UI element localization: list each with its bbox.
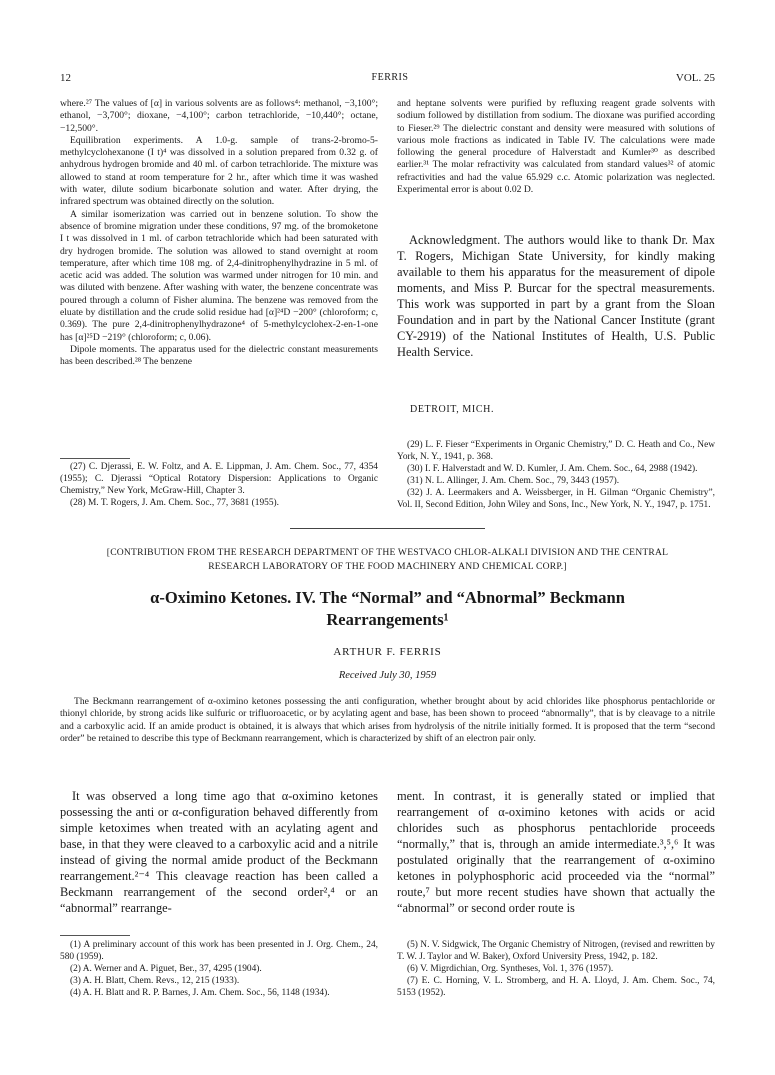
acknowledgment (397, 232, 715, 360)
body-right-footnotes (397, 940, 715, 1000)
footnote: (31) N. L. Allinger, J. Am. Chem. Soc., 79, 3443 (1957). (407, 475, 620, 486)
page-number: 12 (60, 72, 71, 84)
footnote: (28) M. T. Rogers, J. Am. Chem. Soc., 77, 3681 (1955). (70, 497, 280, 508)
paragraph: Dipole moments. The apparatus used for the dielectric constant measurements has been described.²⁸ The benzene (60, 343, 378, 368)
footnote: (1) A preliminary account of this work has been presented in J. Org. Chem., 24, 580 (1959). (60, 940, 378, 962)
footnote: (27) C. Djerassi, E. W. Foltz, and A. E. Lippman, J. Am. Chem. Soc., 77, 4354 (1955); C. Djerassi “Optical Rotatory Dispersion: Applications to Organic Chemistry,” New York, McGraw-Hill, Chapter 3. (60, 462, 378, 496)
title-line: Rearrangements¹ (326, 610, 449, 629)
footnote: (4) A. H. Blatt and R. P. Barnes, J. Am. Chem. Soc., 56, 1148 (1934). (70, 987, 330, 998)
top-left-column (60, 98, 378, 369)
abstract: The Beckmann rearrangement of α-oximino ketones possessing the anti configuration, whether brought about by acid chlorides like phosphorus pentachloride or thionyl chloride, by strong acids like sulfuric or trifluoroacetic, or by acylating agent and base, has been shown to proceed “abnormally”, that is by cleavage to a nitrile and a carboxylic acid. If an amide product is obtained, it is always that which arises from hydrolysis of the nitrile initially formed. It is proposed that the term “second order” be retained to describe this type of Beckmann rearrangement, which is characterized by shift of an electron pair only. (60, 696, 715, 744)
author-name: ARTHUR F. FERRIS (333, 646, 442, 658)
body-left-footnotes (60, 940, 378, 1000)
contribution-note (60, 546, 715, 574)
paragraph: A similar isomerization was carried out in benzene solution. To show the absence of bromine migration under these conditions, 97 mg. of the bromoketone I t was dissolved in 1 ml. of carbon tetrachloride which had been saturated with dry hydrogen bromide. The solution was allowed to stand overnight at room temperature, after which time 108 mg. of 2,4-dinitrophenylhydrazine in 5 ml. of acetic acid was added. The solution was warmed under nitrogen for 10 min. and was diluted with benzene. After washing with water, the benzene concentrate was poured through a column of Fisher alumina. The benzene was removed from the eluate by distillation and the crude solid residue had [α]²⁴D −200° (chloroform; c, 0.369). The pure 2,4-dinitrophenylhydrazone⁴ of 5-methylcyclohex-2-en-1-one has [α]²⁵D −219° (chloroform; c, 0.06). (60, 208, 378, 343)
footnote: (29) L. F. Fieser “Experiments in Organic Chemistry,” D. C. Heath and Co., New York, N. Y., 1941, p. 368. (397, 440, 715, 462)
paragraph: where.²⁷ The values of [α] in various solvents are as follows⁴: methanol, −3,100°; ethanol, −3,700°; dioxane, −4,100°; carbon tetrachloride, −10,440°; octane, −12,500°. (60, 98, 378, 134)
top-right-column (397, 98, 715, 196)
body-left-column (60, 788, 378, 916)
footnote: (2) A. Werner and A. Piguet, Ber., 37, 4295 (1904). (70, 963, 262, 974)
footnote: (30) I. F. Halverstadt and W. D. Kumler, J. Am. Chem. Soc., 64, 2988 (1942). (407, 463, 698, 474)
acknowledgment-text: Acknowledgment. The authors would like to thank Dr. Max T. Rogers, Michigan State University, for kindly making available to them his apparatus for the measurement of dipole moments, and Miss P. Burcar for the spectral measurements. This work was supported in part by a grant from the Sloan Foundation and in part by the National Cancer Institute (grant CY-2919) of the National Institutes of Health, U.S. Public Health Service. (397, 233, 715, 359)
location-line: DETROIT, MICH. (410, 404, 495, 415)
received-date: Received July 30, 1959 (338, 670, 437, 681)
footnote: (7) E. C. Horning, V. L. Stromberg, and H. A. Lloyd, J. Am. Chem. Soc., 74, 5153 (1952). (397, 975, 715, 998)
footnote: (6) V. Migrdichian, Org. Syntheses, Vol. 1, 376 (1957). (407, 963, 614, 974)
body-right-column (397, 788, 715, 916)
footnote-rule (60, 458, 130, 459)
body-text: ment. In contrast, it is generally stated or implied that rearrangement of α-oximino ketones with acids or acid chlorides such as phosphorus pentachloride proceeds “normally,” that is, through an amide intermediate.³,⁵,⁶ It was postulated originally that the rearrangement of α-oximino ketones in polyphosphoric acid proceeded via the “normal” route,⁷ but more recent studies have shown that actually the “abnormal” or second order route is (397, 789, 715, 915)
footnote: (32) J. A. Leermakers and A. Weissberger, in H. Gilman “Organic Chemistry”, Vol. II, Second Edition, John Wiley and Sons, Inc., New York, N. Y., 1947, p. 1751. (397, 487, 715, 510)
volume-label: VOL. 25 (675, 72, 715, 84)
running-title: FERRIS (371, 72, 409, 83)
paragraph: and heptane solvents were purified by refluxing reagent grade solvents with sodium followed by distillation from sodium. The dioxane was purified according to Fieser.²⁹ The dielectric constant and density were measured with solutions of various mole fractions as indicated in Table IV. The calculations were made following the general procedure of Halverstadt and Kumler³⁰ as described earlier.³¹ The molar refractivity was calculated from standard values³² of atomic refractivities and had the value 65.929 c.c. Atomic polarization was neglected. Experimental error is about 0.02 D. (397, 98, 715, 196)
top-left-footnotes (60, 462, 378, 510)
contribution-line: [CONTRIBUTION FROM THE RESEARCH DEPARTMENT OF THE WESTVACO CHLOR-ALKALI DIVISION AND THE CENTRAL (106, 547, 669, 558)
article-title (60, 587, 715, 631)
footnote: (3) A. H. Blatt, Chem. Revs., 12, 215 (1933). (70, 975, 240, 986)
contribution-line: RESEARCH LABORATORY OF THE FOOD MACHINERY AND CHEMICAL CORP.] (208, 561, 567, 572)
top-right-footnotes (397, 440, 715, 511)
paragraph: Equilibration experiments. A 1.0-g. sample of trans-2-bromo-5-methylcyclohexanone (I t)⁴ was dissolved in a solution prepared from 0.32 g. of anhydrous hydrogen bromide and 40 ml. of carbon tetrachloride. The mixture was allowed to stand at room temperature for 2 hr., after which time it was washed with water, dilute sodium bicarbonate solution and water. After drying, the infrared spectrum was obtained directly on the solution. (60, 134, 378, 208)
title-line: α-Oximino Ketones. IV. The “Normal” and “Abnormal” Beckmann (150, 588, 625, 607)
section-separator (290, 528, 485, 529)
footnote: (5) N. V. Sidgwick, The Organic Chemistry of Nitrogen, (revised and rewritten by T. W. J. Taylor and W. Baker), Oxford University Press, 1942, p. 182. (397, 940, 715, 962)
body-text: It was observed a long time ago that α-oximino ketones possessing the anti or α-configuration behaved differently from simple ketoximes when treated with an acylating agent and base, in that they were cleaved to a carboxylic acid and a nitrile instead of giving the normal amide product of the Beckmann rearrangement.²⁻⁴ This cleavage reaction has been called a Beckmann rearrangement of the second order²,⁴ or an “abnormal” rearrange- (60, 789, 378, 915)
footnote-rule (60, 935, 130, 936)
